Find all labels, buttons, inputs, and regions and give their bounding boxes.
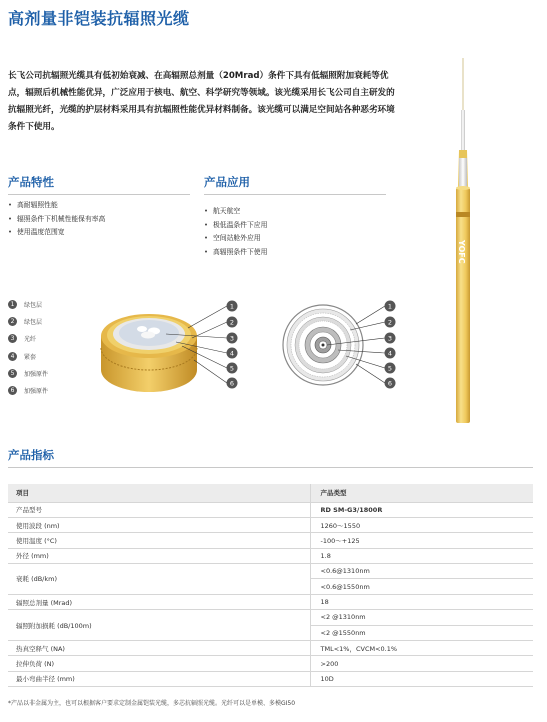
legend-number: 2 bbox=[8, 317, 17, 326]
applications-divider bbox=[204, 194, 386, 195]
application-item: • 极低温条件下应用 bbox=[204, 219, 267, 233]
diagram-number: 6 bbox=[387, 379, 393, 388]
legend-item bbox=[8, 382, 48, 399]
cable-3d-diagram bbox=[96, 298, 246, 398]
features-divider bbox=[8, 194, 190, 195]
legend-item bbox=[8, 296, 48, 313]
table-row bbox=[8, 671, 533, 686]
diagram-left-numbers bbox=[227, 301, 238, 389]
diagram-number: 6 bbox=[229, 379, 235, 388]
cable-print-text: YOFC bbox=[457, 240, 466, 264]
row-label: 衰耗 (dB/km) bbox=[8, 564, 310, 595]
application-item: • 高辐照条件下使用 bbox=[204, 246, 267, 260]
table-row bbox=[8, 610, 533, 625]
application-item: • 空间站舱外应用 bbox=[204, 232, 267, 246]
row-value: RD SM-G3/1800R bbox=[310, 502, 533, 517]
legend-number: 6 bbox=[8, 386, 17, 395]
application-item: • 航天航空 bbox=[204, 205, 267, 219]
specs-table bbox=[8, 484, 533, 687]
header-type-label: 产品类型 bbox=[320, 489, 347, 498]
legend-number: 4 bbox=[8, 352, 17, 361]
row-value: <2 @1310nm bbox=[310, 610, 533, 625]
applications-list bbox=[204, 205, 267, 259]
row-value: <2 @1550nm bbox=[310, 625, 533, 640]
header-item: 项目 bbox=[8, 484, 310, 502]
legend-label: 加强原件 bbox=[24, 370, 49, 378]
specs-title: 产品指标 bbox=[8, 448, 54, 462]
row-value: TML<1%，CVCM<0.1% bbox=[310, 641, 533, 656]
legend-number: 3 bbox=[8, 334, 17, 343]
legend-label: 绿包层 bbox=[24, 302, 43, 310]
legend-item bbox=[8, 330, 48, 347]
structure-legend bbox=[8, 296, 48, 399]
row-value: 1260～1550 bbox=[310, 517, 533, 532]
cable-photo bbox=[432, 40, 492, 430]
intro-paragraph: 长飞公司抗辐照光缆具有低初始衰减、在高辐照总剂量（20Mrad）条件下具有低辐照附加衰耗等优点，辐照后机械性能优异，广泛应用于核电、航空、科学研究等领域。该光缆采用长飞公司自主研发的抗辐照光纤，光缆的护层材料采用具有抗辐照性能优异材料制备。该光缆可以满足空间站各种恶劣环境条件下使用。 bbox=[8, 71, 395, 132]
row-label: 辐照附加损耗 (dB/100m) bbox=[8, 610, 310, 641]
legend-item bbox=[8, 348, 48, 365]
legend-number: 1 bbox=[8, 300, 17, 309]
header-type bbox=[310, 484, 533, 502]
diagram-number: 3 bbox=[387, 334, 393, 343]
features-list bbox=[8, 199, 105, 240]
diagram-number: 4 bbox=[387, 349, 393, 358]
footnote: *产品以非金属为主，也可以根据客户要求定制金属铠装光缆，多芯抗辐照光缆。光纤可以是单模、多模GI50 bbox=[8, 700, 296, 707]
row-value: -100～+125 bbox=[310, 533, 533, 548]
row-label: 使用波段 (nm) bbox=[8, 517, 310, 532]
applications-title: 产品应用 bbox=[204, 175, 250, 189]
diagram-number: 2 bbox=[387, 318, 393, 327]
table-row bbox=[8, 517, 533, 532]
feature-item: • 辐照条件下机械性能保有率高 bbox=[8, 213, 105, 227]
row-label: 产品型号 bbox=[8, 502, 310, 517]
row-label: 最小弯曲半径 (mm) bbox=[8, 671, 310, 686]
feature-item: • 使用温度范围宽 bbox=[8, 226, 105, 240]
features-title: 产品特性 bbox=[8, 175, 54, 189]
legend-label: 光纤 bbox=[24, 336, 37, 344]
table-row bbox=[8, 641, 533, 656]
table-row bbox=[8, 594, 533, 609]
row-label: 拉伸负荷 (N) bbox=[8, 656, 310, 671]
table-row bbox=[8, 533, 533, 548]
feature-item: • 高耐辐照性能 bbox=[8, 199, 105, 213]
row-value: 18 bbox=[310, 594, 533, 609]
legend-label: 绿包层 bbox=[24, 319, 43, 327]
row-value: <0.6@1550nm bbox=[310, 579, 533, 594]
cable-cross-section-diagram bbox=[278, 298, 403, 398]
diagram-number: 4 bbox=[229, 349, 235, 358]
specs-divider bbox=[8, 467, 533, 468]
row-value: 10D bbox=[310, 671, 533, 686]
legend-item bbox=[8, 313, 48, 330]
diagram-number: 1 bbox=[387, 302, 393, 311]
table-row bbox=[8, 548, 533, 563]
row-label: 外径 (mm) bbox=[8, 548, 310, 563]
diagram-right-numbers bbox=[385, 301, 396, 389]
row-value: <0.6@1310nm bbox=[310, 564, 533, 579]
row-label: 使用温度 (°C) bbox=[8, 533, 310, 548]
diagram-number: 1 bbox=[229, 302, 235, 311]
row-value: 1.8 bbox=[310, 548, 533, 563]
diagram-number: 2 bbox=[229, 318, 235, 327]
table-row bbox=[8, 502, 533, 517]
row-value: >200 bbox=[310, 656, 533, 671]
legend-item bbox=[8, 365, 48, 382]
table-row bbox=[8, 564, 533, 579]
table-row bbox=[8, 656, 533, 671]
row-label: 热真空释气 (NA) bbox=[8, 641, 310, 656]
diagram-number: 5 bbox=[229, 364, 235, 373]
table-header-row bbox=[8, 484, 533, 502]
row-label: 辐照总剂量 (Mrad) bbox=[8, 594, 310, 609]
diagram-number: 5 bbox=[387, 364, 393, 373]
page-title: 高剂量非铠装抗辐照光缆 bbox=[8, 9, 190, 28]
legend-number: 5 bbox=[8, 369, 17, 378]
legend-label: 加强原件 bbox=[24, 388, 49, 396]
diagram-number: 3 bbox=[229, 334, 235, 343]
legend-label: 紧套 bbox=[24, 353, 37, 361]
